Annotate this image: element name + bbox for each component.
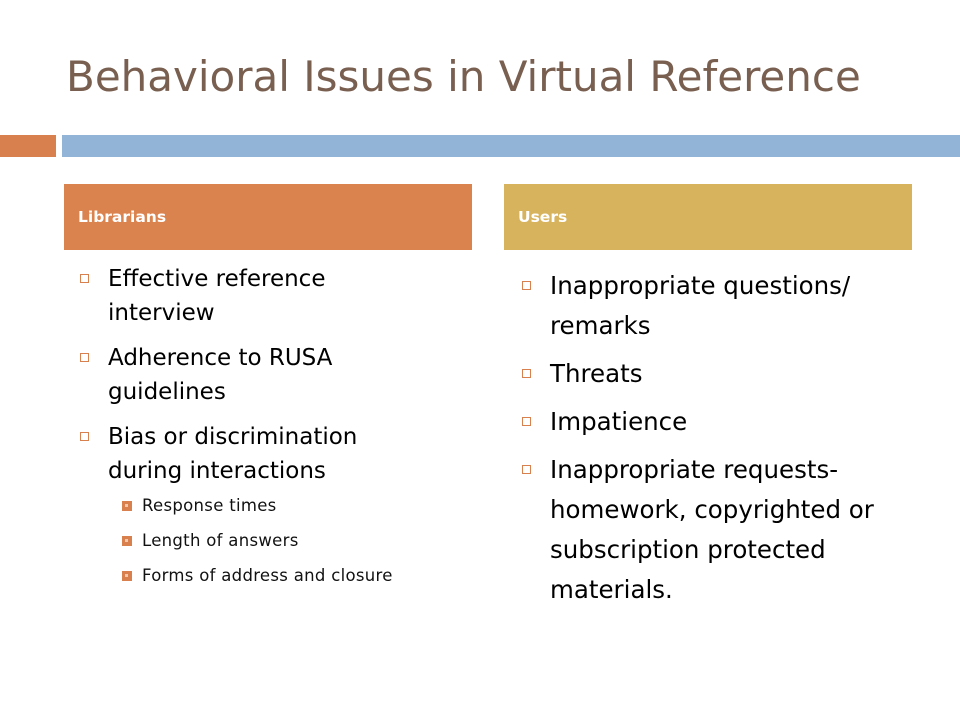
filled-square-bullet-icon <box>122 536 132 546</box>
sub-list-item <box>108 529 396 552</box>
users-list <box>518 266 908 618</box>
filled-square-bullet-icon <box>122 501 132 511</box>
sub-list <box>108 494 396 587</box>
list-item <box>76 262 396 330</box>
list-item <box>518 450 908 610</box>
list-item-text: Impatience <box>550 407 688 436</box>
sub-list-item <box>108 564 396 587</box>
hollow-square-bullet-icon <box>522 369 531 378</box>
list-item-text: Effective reference interview <box>108 266 326 326</box>
slide-title: Behavioral Issues in Virtual Reference <box>66 52 861 101</box>
list-item <box>76 341 396 409</box>
list-item-text: Bias or discrimination during interactions <box>108 424 358 484</box>
users-header-label: Users <box>518 208 568 226</box>
librarians-list <box>76 262 396 599</box>
sub-list-item-text: Forms of address and closure <box>142 566 393 585</box>
list-item <box>518 402 908 442</box>
hollow-square-bullet-icon <box>80 353 89 362</box>
list-item <box>76 420 396 587</box>
list-item-text: Adherence to RUSA guidelines <box>108 345 333 405</box>
list-item-text: Inappropriate requests- homework, copyrighted or subscription protected materials. <box>550 455 874 604</box>
sub-list-item-text: Response times <box>142 496 277 515</box>
sub-list-item-text: Length of answers <box>142 531 299 550</box>
list-item-text: Threats <box>550 359 643 388</box>
filled-square-bullet-icon <box>122 571 132 581</box>
list-item <box>518 266 908 346</box>
accent-bar-orange <box>0 135 56 157</box>
list-item <box>518 354 908 394</box>
hollow-square-bullet-icon <box>80 274 89 283</box>
users-header <box>504 184 912 250</box>
hollow-square-bullet-icon <box>522 281 531 290</box>
librarians-header-label: Librarians <box>78 208 167 226</box>
list-item-text: Inappropriate questions/ remarks <box>550 271 851 340</box>
accent-bar-blue <box>62 135 960 157</box>
hollow-square-bullet-icon <box>522 417 531 426</box>
sub-list-item <box>108 494 396 517</box>
hollow-square-bullet-icon <box>80 432 89 441</box>
librarians-header <box>64 184 472 250</box>
hollow-square-bullet-icon <box>522 465 531 474</box>
